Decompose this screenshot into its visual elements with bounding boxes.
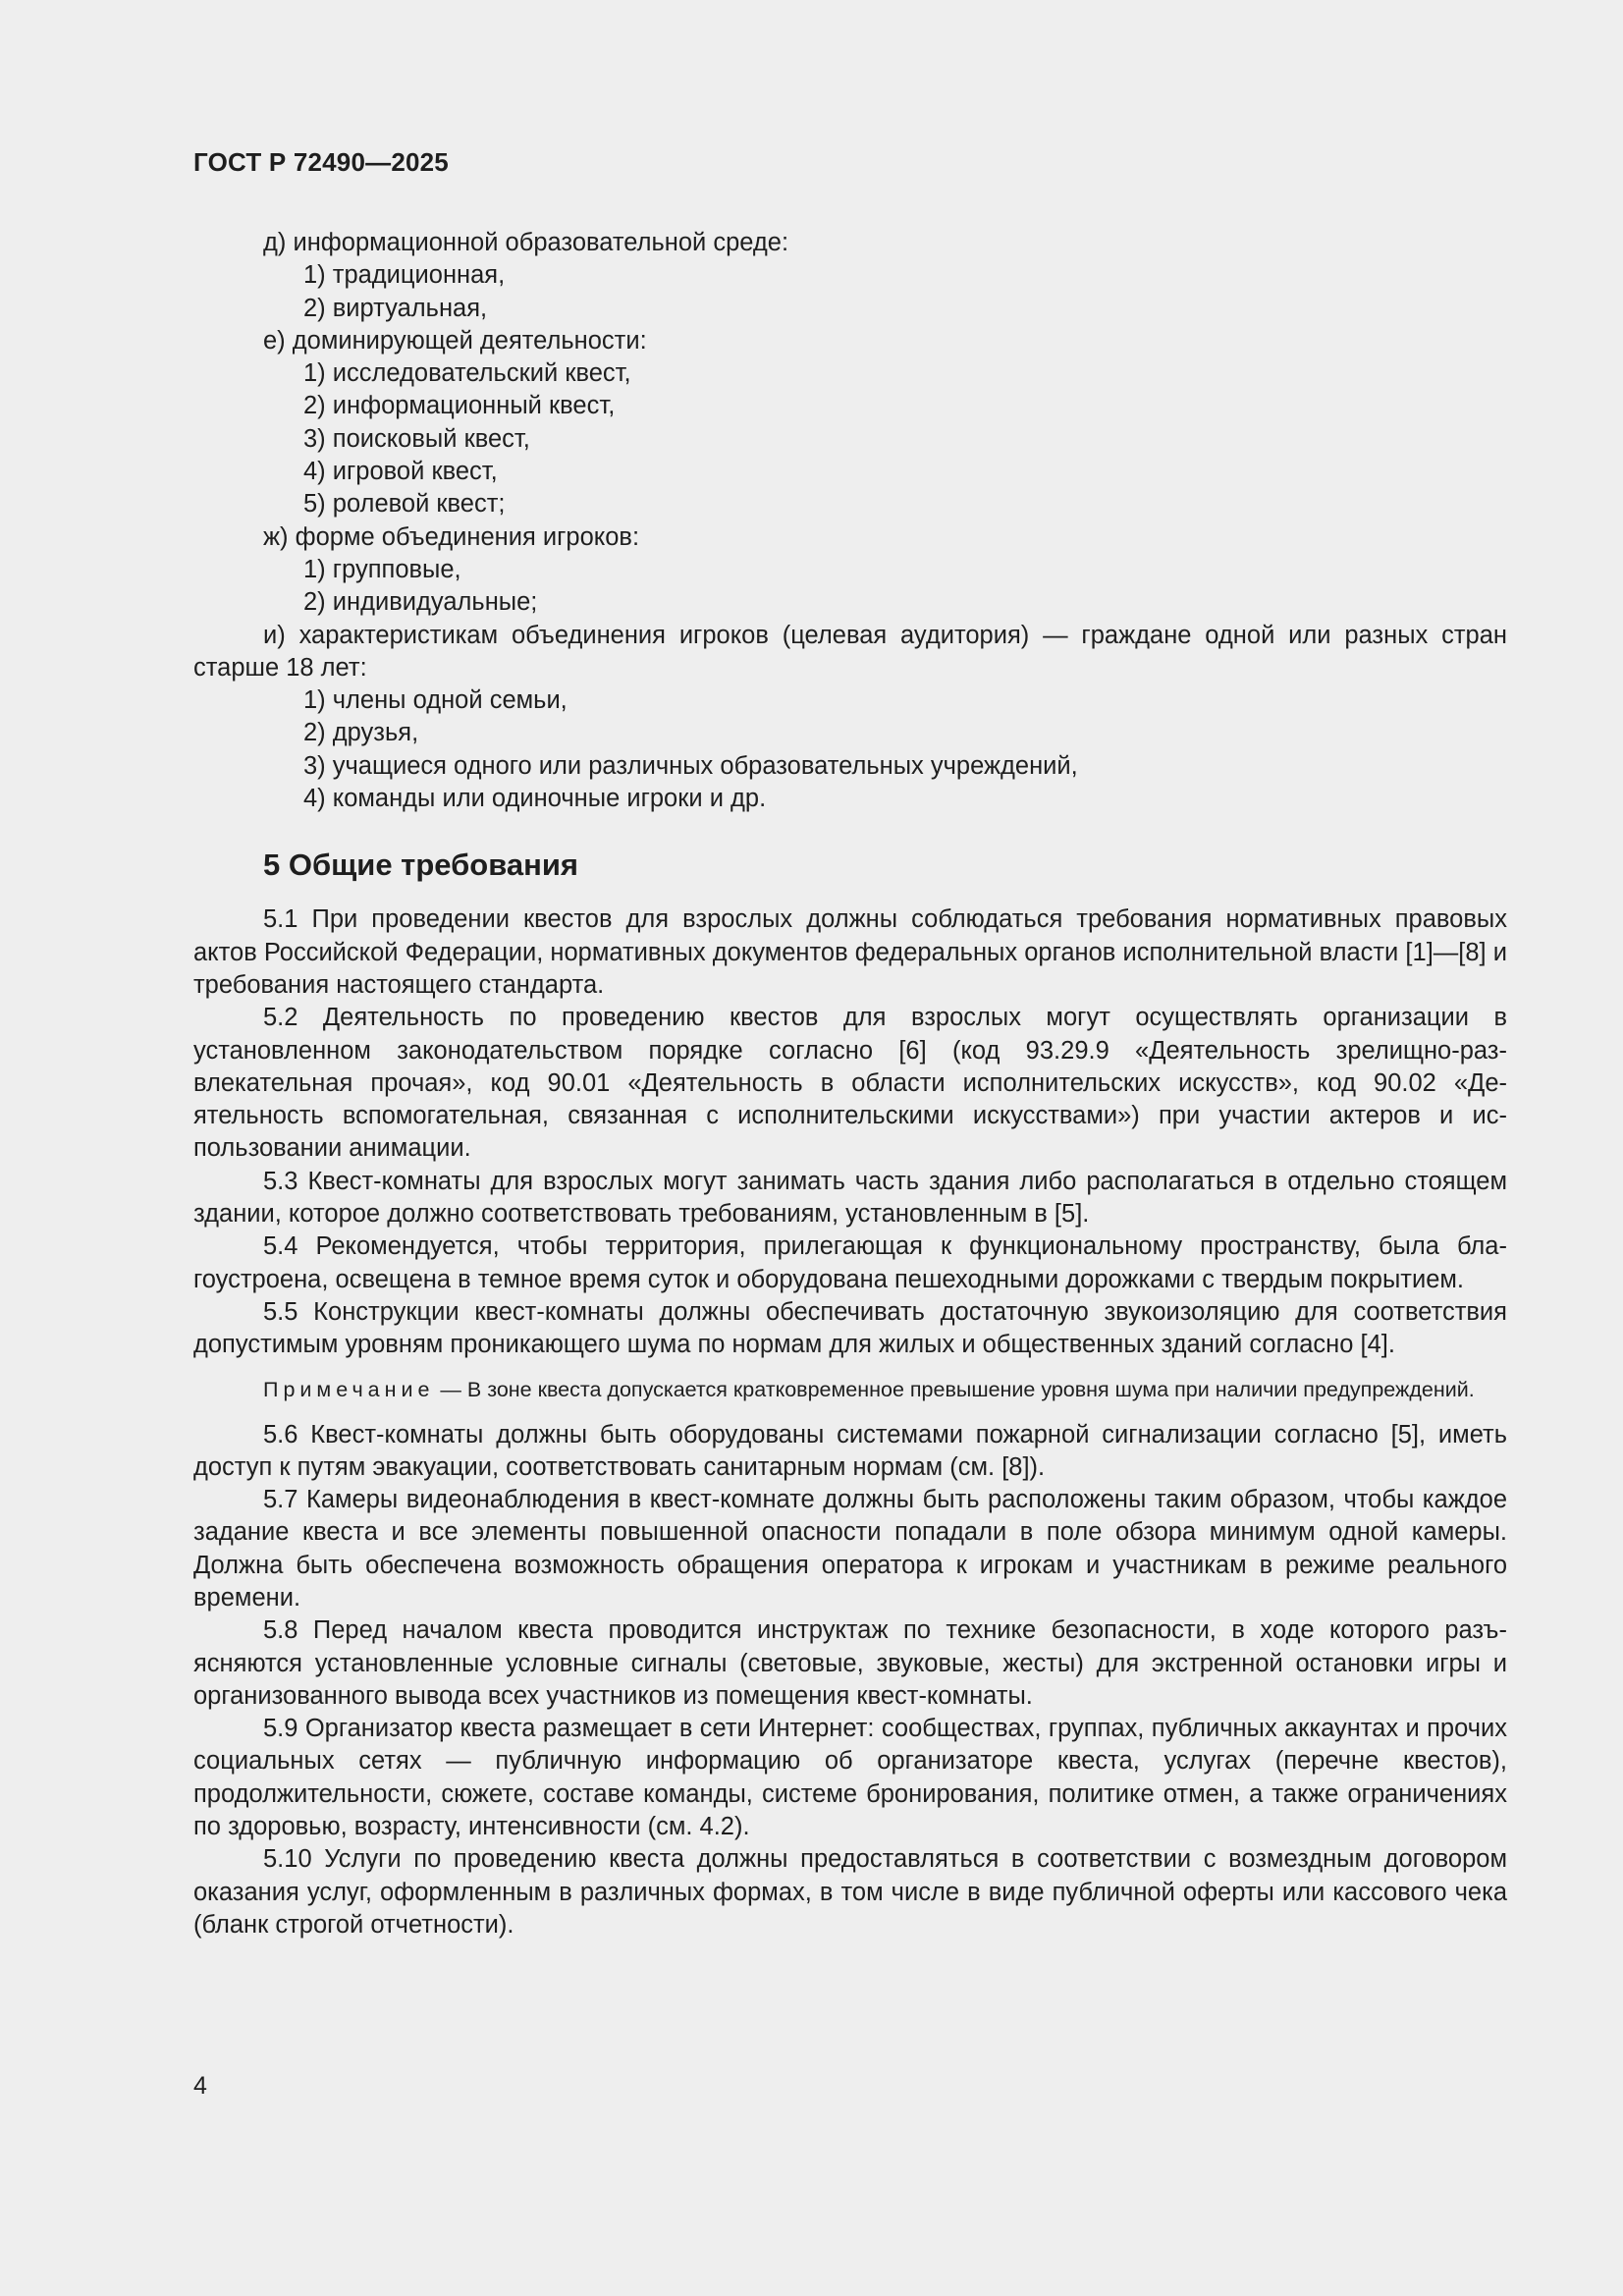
list-subitem: 2) индивидуальные;: [303, 588, 538, 617]
paragraph-5-4: 5.4 Рекомендуется, чтобы территория, прилегающая к функциональному пространству, была благоустроена, освещена в темное время суток и оборудована пешеходными дорожками с твердым покрытием.: [193, 1232, 1507, 1293]
note-label: Примечание: [263, 1377, 435, 1401]
list-subitem: 4) игровой квест,: [303, 458, 498, 486]
paragraph-5-1: 5.1 При проведении квестов для взрослых должны соблюдаться требования нормативных правовых актов Российской Федерации, нормативных документов федеральных органов исполнительной власти [1]—[8] и требования настоящего стандарта.: [193, 905, 1507, 999]
list-item-d: д) информационной образовательной среде:: [263, 229, 789, 256]
paragraph-5-2: 5.2 Деятельность по проведению квестов для взрослых могут осуществлять организации в установленном законодательством порядке согласно [6] (код 93.29.9 «Деятельность зрелищно-развлекательная прочая», код 90.01 «Деятельность в области исполнительских искусств», код 90.02 «Деятельность вспомогательная, связанная с исполнительскими искусствами») при участии актеров и использовании анимации.: [193, 1004, 1507, 1163]
document-header: ГОСТ Р 72490—2025: [193, 147, 449, 177]
list-item-e: е) доминирующей деятельности:: [263, 326, 647, 355]
paragraph-5-7: 5.7 Камеры видеонаблюдения в квест-комнате должны быть расположены таким образом, чтобы каждое задание квеста и все элементы повышенной опасности попадали в поле обзора минимум одной камеры. Должна быть обеспечена возможность обращения оператора к игрокам и участникам в режиме реального времени.: [193, 1486, 1507, 1612]
note: [193, 1376, 1507, 1404]
paragraph-5-8: 5.8 Перед началом квеста проводится инструктаж по технике безопасности, в ходе которого разъясняются установленные условные сигналы (световые, звуковые, жесты) для экстренной остановки игры и организованного вывода всех участников из помещения квест-комнаты.: [193, 1616, 1507, 1710]
paragraph-5-10: 5.10 Услуги по проведению квеста должны предоставляться в соответствии с возмездным договором оказания услуг, оформленным в различных формах, в том числе в виде публичной оферты или кассового чека (бланк строгой отчетности).: [193, 1845, 1507, 1939]
paragraph-5-9: 5.9 Организатор квеста размещает в сети Интернет: сообществах, группах, публичных аккаунтах и прочих социальных сетях — публичную информацию об организаторе квеста, услугах (перечне квестов), продолжительности, сюжете, составе команды, системе бронирования, политике отмен, а также ограничениях по здоровью, возрасту, интенсивности (см. 4.2).: [193, 1715, 1507, 1841]
list-subitem: 1) члены одной семьи,: [303, 686, 568, 715]
paragraph-5-6: 5.6 Квест-комнаты должны быть оборудованы системами пожарной сигнализации согласно [5], иметь доступ к путям эвакуации, соответствовать санитарным нормам (см. [8]).: [193, 1420, 1507, 1481]
list-subitem: 3) учащиеся одного или различных образовательных учреждений,: [303, 751, 1078, 780]
section-heading: 5 Общие требования: [263, 847, 578, 883]
list-item-zh: ж) форме объединения игроков:: [263, 522, 640, 551]
list-subitem: 1) традиционная,: [303, 261, 506, 290]
note-text: — В зоне квеста допускается кратковременное превышение уровня шума при наличии предупреждений.: [434, 1377, 1475, 1401]
list-subitem: 3) поисковый квест,: [303, 424, 530, 453]
paragraph-5-3: 5.3 Квест-комнаты для взрослых могут занимать часть здания либо располагаться в отдельно стоящем здании, которое должно соответствовать требованиям, установленным в [5].: [193, 1167, 1507, 1229]
list-subitem: 2) друзья,: [303, 719, 419, 747]
document-body: [193, 227, 1507, 1941]
page-number: 4: [193, 2072, 207, 2100]
list-subitem: 1) исследовательский квест,: [303, 359, 631, 388]
paragraph-5-5: 5.5 Конструкции квест-комнаты должны обеспечивать достаточную звукоизоляцию для соответствия допустимым уровням проникающего шума по нормам для жилых и общественных зданий согласно [4].: [193, 1297, 1507, 1359]
list-subitem: 2) информационный квест,: [303, 392, 616, 420]
list-subitem: 5) ролевой квест;: [303, 490, 506, 519]
list-subitem: 2) виртуальная,: [303, 294, 488, 322]
list-item-i: и) характеристикам объединения игроков (целевая аудитория) — граждане одной или разных стран старше 18 лет:: [193, 621, 1507, 682]
list-subitem: 4) команды или одиночные игроки и др.: [303, 785, 767, 813]
list-subitem: 1) групповые,: [303, 555, 461, 583]
